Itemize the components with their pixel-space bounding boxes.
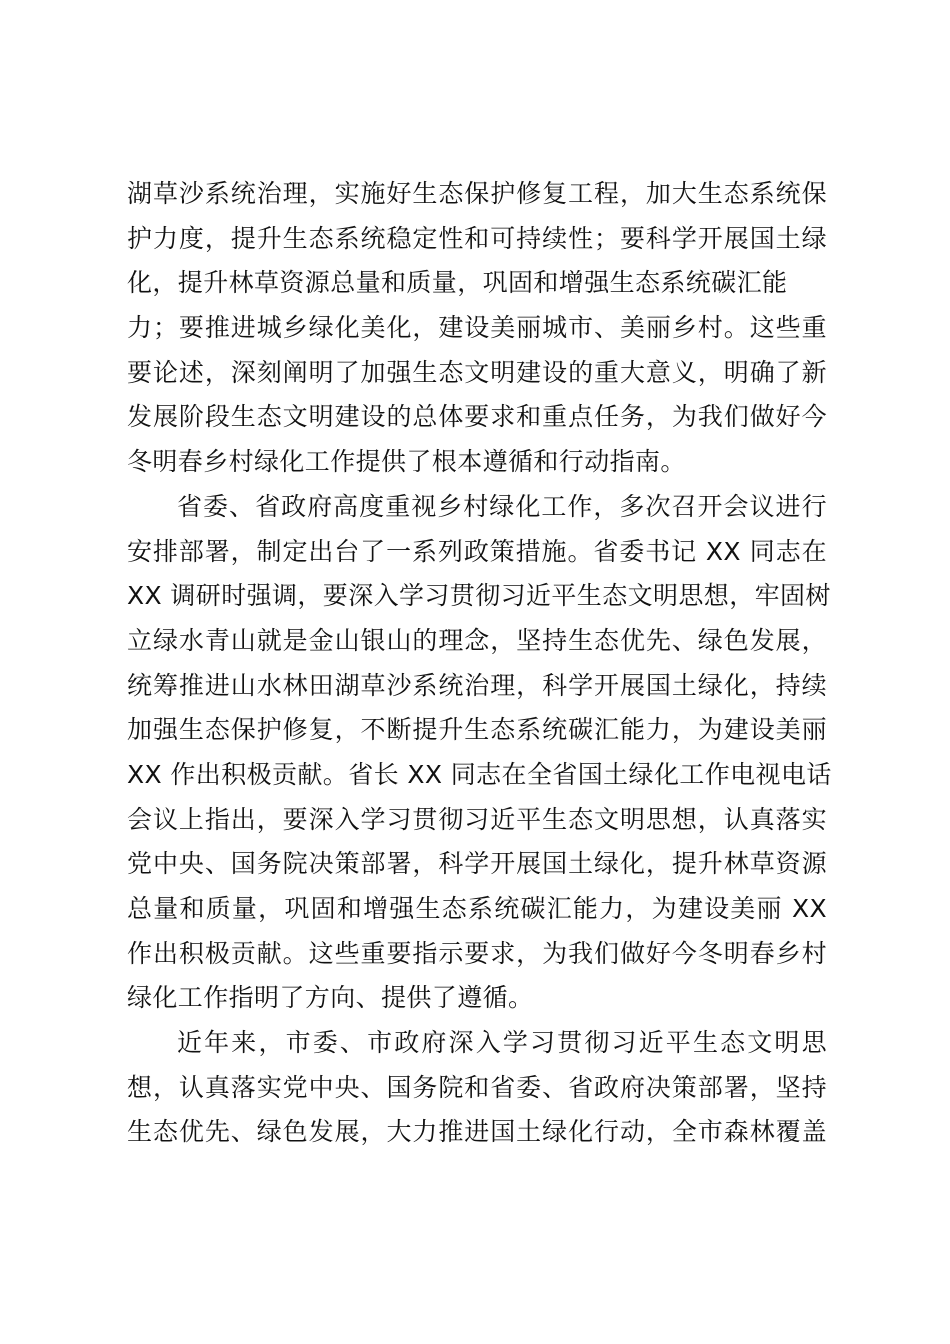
text-line: 冬明春乡村绿化工作提供了根本遵循和行动指南。	[127, 447, 686, 477]
text-line: 会议上指出，要深入学习贯彻习近平生态文明思想，认真落实	[127, 804, 827, 834]
paragraph-2	[127, 485, 832, 1021]
text-line: 近年来，市委、市政府深入学习贯彻习近平生态文明思	[177, 1028, 827, 1058]
text-line: 发展阶段生态文明建设的总体要求和重点任务，为我们做好今	[127, 402, 827, 432]
text-line: 总量和质量，巩固和增强生态系统碳汇能力，为建设美丽 XX	[127, 894, 827, 923]
document-body	[127, 172, 832, 1155]
paragraph-1	[127, 172, 827, 485]
text-line: 作出积极贡献。这些重要指示要求，为我们做好今冬明春乡村	[127, 938, 827, 968]
text-line: 立绿水青山就是金山银山的理念，坚持生态优先、绿色发展，	[127, 625, 827, 655]
text-line: 护力度，提升生态系统稳定性和可持续性；要科学开展国土绿	[127, 223, 827, 253]
text-line: 统筹推进山水林田湖草沙系统治理，科学开展国土绿化，持续	[127, 670, 827, 700]
text-line: 党中央、国务院决策部署，科学开展国土绿化，提升林草资源	[127, 849, 827, 879]
text-line: 生态优先、绿色发展，大力推进国土绿化行动，全市森林覆盖	[127, 1117, 827, 1147]
text-line: XX 调研时强调，要深入学习贯彻习近平生态文明思想，牢固树	[127, 581, 831, 611]
text-line: 化，提升林草资源总量和质量，巩固和增强生态系统碳汇能	[127, 268, 788, 298]
text-line: 绿化工作指明了方向、提供了遵循。	[127, 983, 534, 1013]
paragraph-3	[127, 1021, 827, 1155]
text-line: 要论述，深刻阐明了加强生态文明建设的重大意义，明确了新	[127, 357, 827, 387]
text-line: 加强生态保护修复，不断提升生态系统碳汇能力，为建设美丽	[127, 715, 827, 745]
text-line: XX 作出积极贡献。省长 XX 同志在全省国土绿化工作电视电话	[127, 759, 832, 789]
text-line: 安排部署，制定出台了一系列政策措施。省委书记 XX 同志在	[127, 536, 827, 566]
text-line: 想，认真落实党中央、国务院和省委、省政府决策部署，坚持	[127, 1072, 827, 1102]
text-line: 湖草沙系统治理，实施好生态保护修复工程，加大生态系统保	[127, 179, 827, 208]
text-line: 省委、省政府高度重视乡村绿化工作，多次召开会议进行	[177, 491, 827, 521]
text-line: 力；要推进城乡绿化美化，建设美丽城市、美丽乡村。这些重	[127, 313, 827, 343]
